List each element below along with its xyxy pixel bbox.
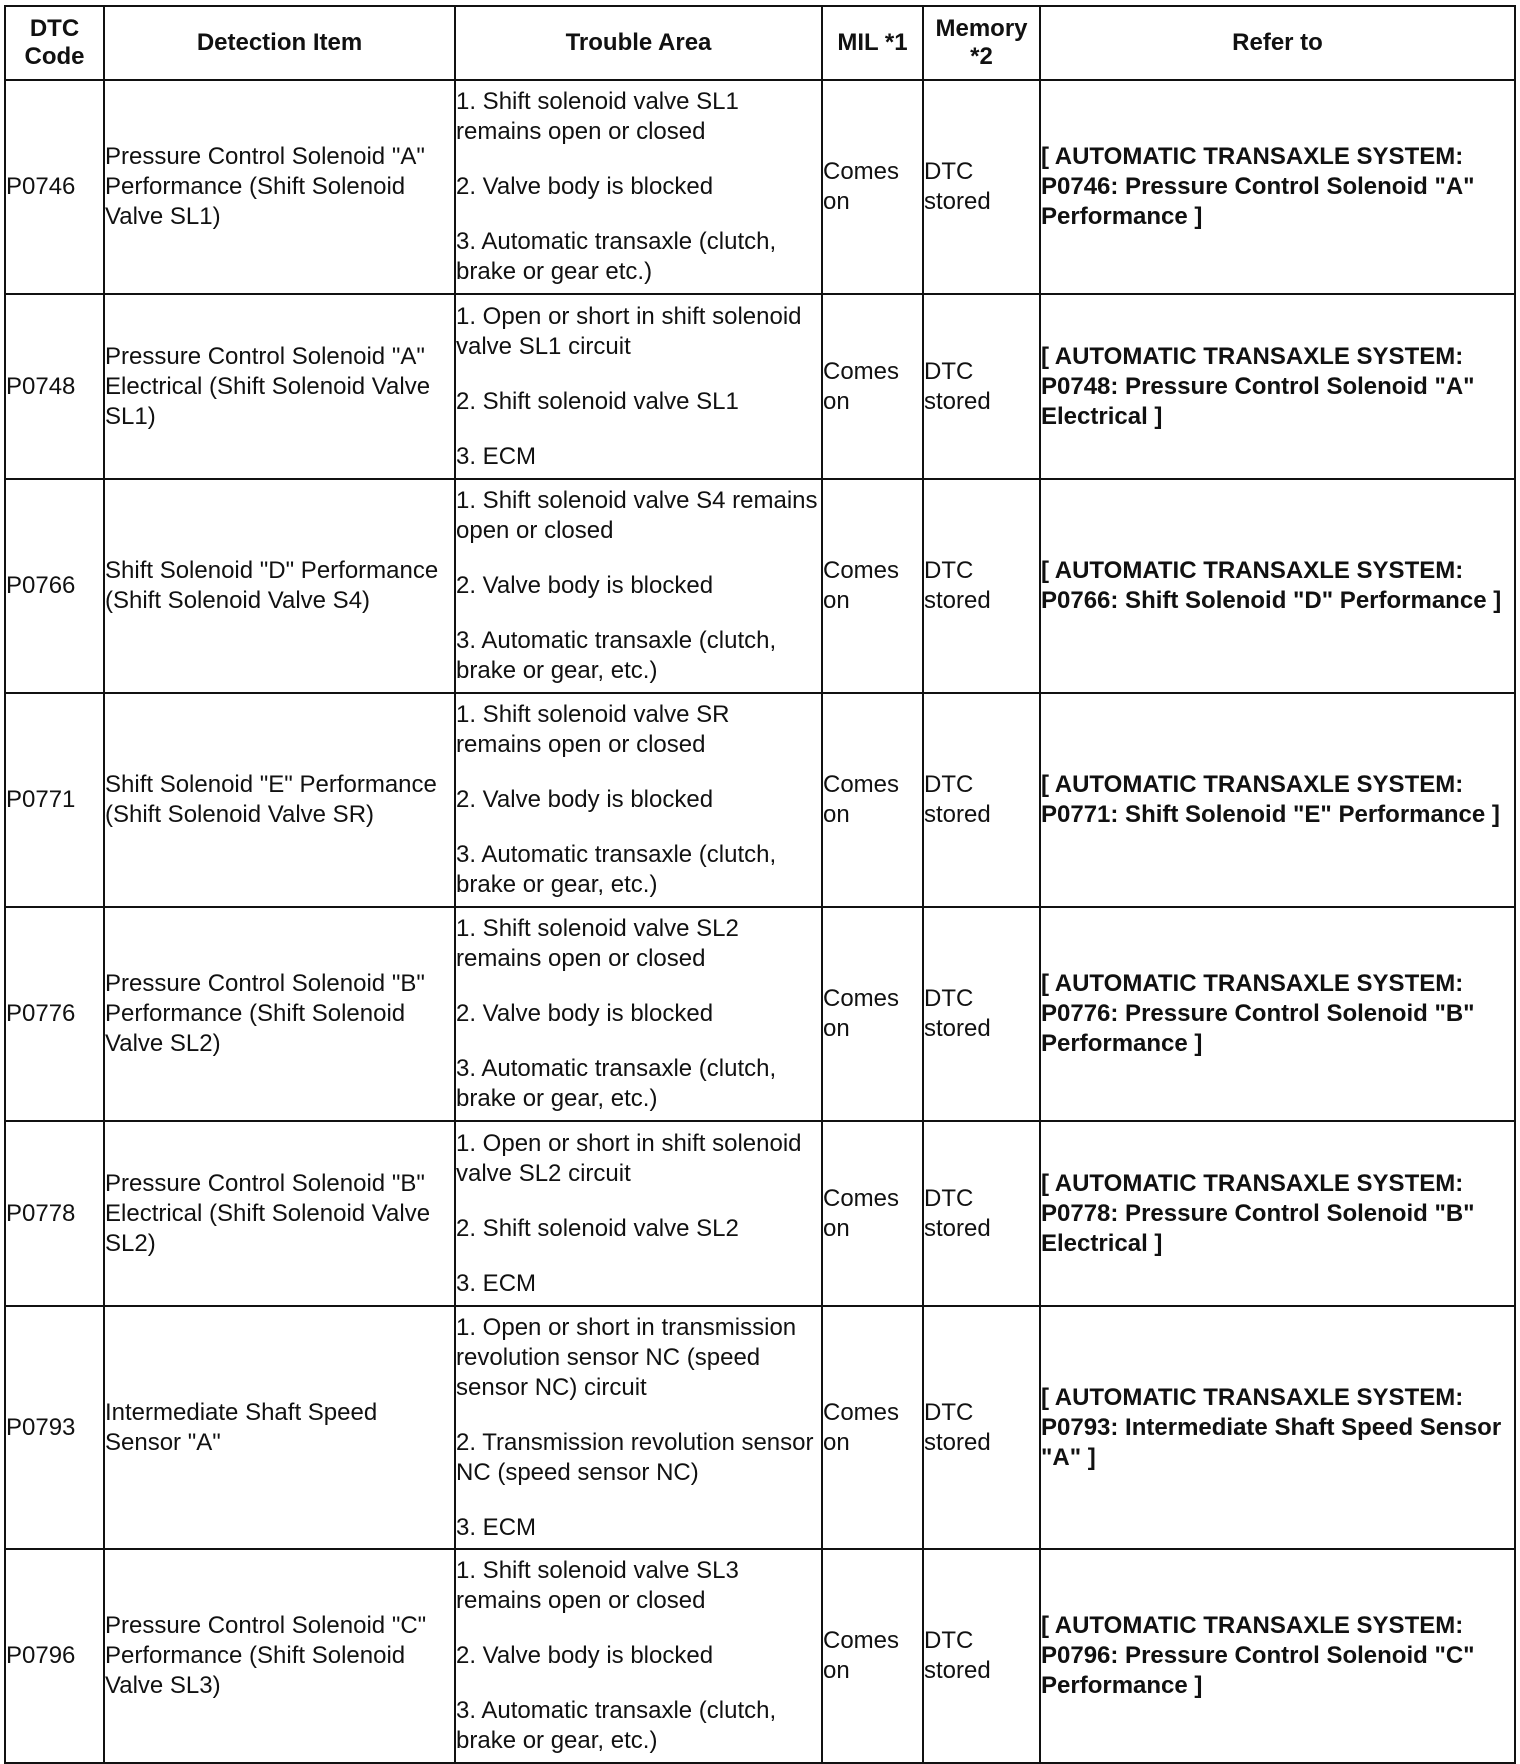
mil-cell: Comes on (822, 479, 923, 693)
dtc-code-cell: P0748 (5, 294, 104, 479)
trouble-area-line: 1. Shift solenoid valve SL3 remains open or closed (456, 1557, 739, 1614)
memory-cell: DTC stored (923, 479, 1040, 693)
trouble-area-cell (455, 1121, 822, 1306)
trouble-area-line: 3. Automatic transaxle (clutch, brake or gear, etc.) (456, 841, 777, 898)
dtc-code-cell: P0793 (5, 1306, 104, 1549)
trouble-area-cell (455, 294, 822, 479)
dtc-code-cell: P0776 (5, 907, 104, 1121)
trouble-area-line: 1. Shift solenoid valve SR remains open or closed (456, 701, 730, 758)
trouble-area-line: 3. Automatic transaxle (clutch, brake or gear, etc.) (456, 1697, 777, 1754)
detection-item-cell: Shift Solenoid "D" Performance (Shift Solenoid Valve S4) (104, 479, 455, 693)
header-memory: Memory *2 (923, 6, 1040, 80)
table-row (5, 80, 1515, 294)
trouble-area-line: 1. Open or short in shift solenoid valve SL1 circuit (456, 302, 802, 360)
refer-to-link[interactable]: [ AUTOMATIC TRANSAXLE SYSTEM: P0746: Pressure Control Solenoid "A" Performance ] (1040, 80, 1515, 294)
trouble-area-line: 2. Transmission revolution sensor NC (speed sensor NC) (456, 1428, 814, 1486)
trouble-area-line: 1. Shift solenoid valve SL1 remains open or closed (456, 88, 739, 145)
table-row (5, 1121, 1515, 1306)
table-row (5, 294, 1515, 479)
trouble-area-cell (455, 907, 822, 1121)
refer-to-link[interactable]: [ AUTOMATIC TRANSAXLE SYSTEM: P0796: Pressure Control Solenoid "C" Performance ] (1040, 1549, 1515, 1763)
trouble-area-line: 2. Shift solenoid valve SL1 (456, 387, 739, 415)
trouble-area-line: 1. Shift solenoid valve SL2 remains open or closed (456, 915, 739, 972)
mil-cell: Comes on (822, 693, 923, 907)
table-row (5, 1306, 1515, 1549)
mil-cell: Comes on (822, 294, 923, 479)
trouble-area-cell (455, 693, 822, 907)
memory-cell: DTC stored (923, 1549, 1040, 1763)
dtc-code-cell: P0778 (5, 1121, 104, 1306)
trouble-area-line: 3. Automatic transaxle (clutch, brake or gear, etc.) (456, 627, 777, 684)
table-row (5, 1549, 1515, 1763)
detection-item-cell: Shift Solenoid "E" Performance (Shift Solenoid Valve SR) (104, 693, 455, 907)
memory-cell: DTC stored (923, 294, 1040, 479)
refer-to-link[interactable]: [ AUTOMATIC TRANSAXLE SYSTEM: P0748: Pressure Control Solenoid "A" Electrical ] (1040, 294, 1515, 479)
mil-cell: Comes on (822, 1121, 923, 1306)
dtc-code-cell: P0766 (5, 479, 104, 693)
trouble-area-line: 3. Automatic transaxle (clutch, brake or gear etc.) (456, 228, 777, 285)
trouble-area-line: 1. Shift solenoid valve S4 remains open or closed (456, 487, 818, 544)
detection-item-cell: Pressure Control Solenoid "C" Performance (Shift Solenoid Valve SL3) (104, 1549, 455, 1763)
memory-cell: DTC stored (923, 1306, 1040, 1549)
table-row (5, 693, 1515, 907)
detection-item-cell: Pressure Control Solenoid "A" Performance (Shift Solenoid Valve SL1) (104, 80, 455, 294)
memory-cell: DTC stored (923, 907, 1040, 1121)
trouble-area-line: 2. Valve body is blocked (456, 572, 714, 599)
mil-cell: Comes on (822, 907, 923, 1121)
trouble-area-line: 2. Shift solenoid valve SL2 (456, 1214, 739, 1242)
refer-to-link[interactable]: [ AUTOMATIC TRANSAXLE SYSTEM: P0793: Intermediate Shaft Speed Sensor "A" ] (1040, 1306, 1515, 1549)
trouble-area-line: 2. Valve body is blocked (456, 786, 714, 813)
trouble-area-line: 1. Open or short in shift solenoid valve SL2 circuit (456, 1129, 802, 1187)
refer-to-link[interactable]: [ AUTOMATIC TRANSAXLE SYSTEM: P0771: Shift Solenoid "E" Performance ] (1040, 693, 1515, 907)
dtc-code-cell: P0746 (5, 80, 104, 294)
dtc-table (4, 5, 1516, 1764)
detection-item-cell: Pressure Control Solenoid "B" Electrical (Shift Solenoid Valve SL2) (104, 1121, 455, 1306)
detection-item-cell: Pressure Control Solenoid "B" Performance (Shift Solenoid Valve SL2) (104, 907, 455, 1121)
header-dtc-code: DTC Code (5, 6, 104, 80)
trouble-area-line: 3. ECM (456, 1269, 537, 1297)
refer-to-link[interactable]: [ AUTOMATIC TRANSAXLE SYSTEM: P0776: Pressure Control Solenoid "B" Performance ] (1040, 907, 1515, 1121)
header-trouble-area: Trouble Area (455, 6, 822, 80)
memory-cell: DTC stored (923, 693, 1040, 907)
trouble-area-line: 1. Open or short in transmission revolution sensor NC (speed sensor NC) circuit (456, 1313, 797, 1401)
trouble-area-cell (455, 479, 822, 693)
mil-cell: Comes on (822, 1306, 923, 1549)
trouble-area-line: 3. ECM (456, 442, 537, 470)
table-row (5, 479, 1515, 693)
mil-cell: Comes on (822, 1549, 923, 1763)
detection-item-cell: Pressure Control Solenoid "A" Electrical (Shift Solenoid Valve SL1) (104, 294, 455, 479)
dtc-code-cell: P0796 (5, 1549, 104, 1763)
trouble-area-cell (455, 1306, 822, 1549)
trouble-area-line: 2. Valve body is blocked (456, 1642, 714, 1669)
trouble-area-cell (455, 1549, 822, 1763)
memory-cell: DTC stored (923, 1121, 1040, 1306)
trouble-area-line: 2. Valve body is blocked (456, 173, 714, 200)
refer-to-link[interactable]: [ AUTOMATIC TRANSAXLE SYSTEM: P0766: Shift Solenoid "D" Performance ] (1040, 479, 1515, 693)
table-row (5, 907, 1515, 1121)
header-mil: MIL *1 (822, 6, 923, 80)
trouble-area-line: 3. ECM (456, 1513, 537, 1541)
header-refer-to: Refer to (1040, 6, 1515, 80)
memory-cell: DTC stored (923, 80, 1040, 294)
refer-to-link[interactable]: [ AUTOMATIC TRANSAXLE SYSTEM: P0778: Pressure Control Solenoid "B" Electrical ] (1040, 1121, 1515, 1306)
dtc-code-cell: P0771 (5, 693, 104, 907)
detection-item-cell: Intermediate Shaft Speed Sensor "A" (104, 1306, 455, 1549)
trouble-area-line: 2. Valve body is blocked (456, 1000, 714, 1027)
header-row (5, 6, 1515, 80)
mil-cell: Comes on (822, 80, 923, 294)
trouble-area-line: 3. Automatic transaxle (clutch, brake or gear, etc.) (456, 1055, 777, 1112)
header-detection-item: Detection Item (104, 6, 455, 80)
trouble-area-cell (455, 80, 822, 294)
